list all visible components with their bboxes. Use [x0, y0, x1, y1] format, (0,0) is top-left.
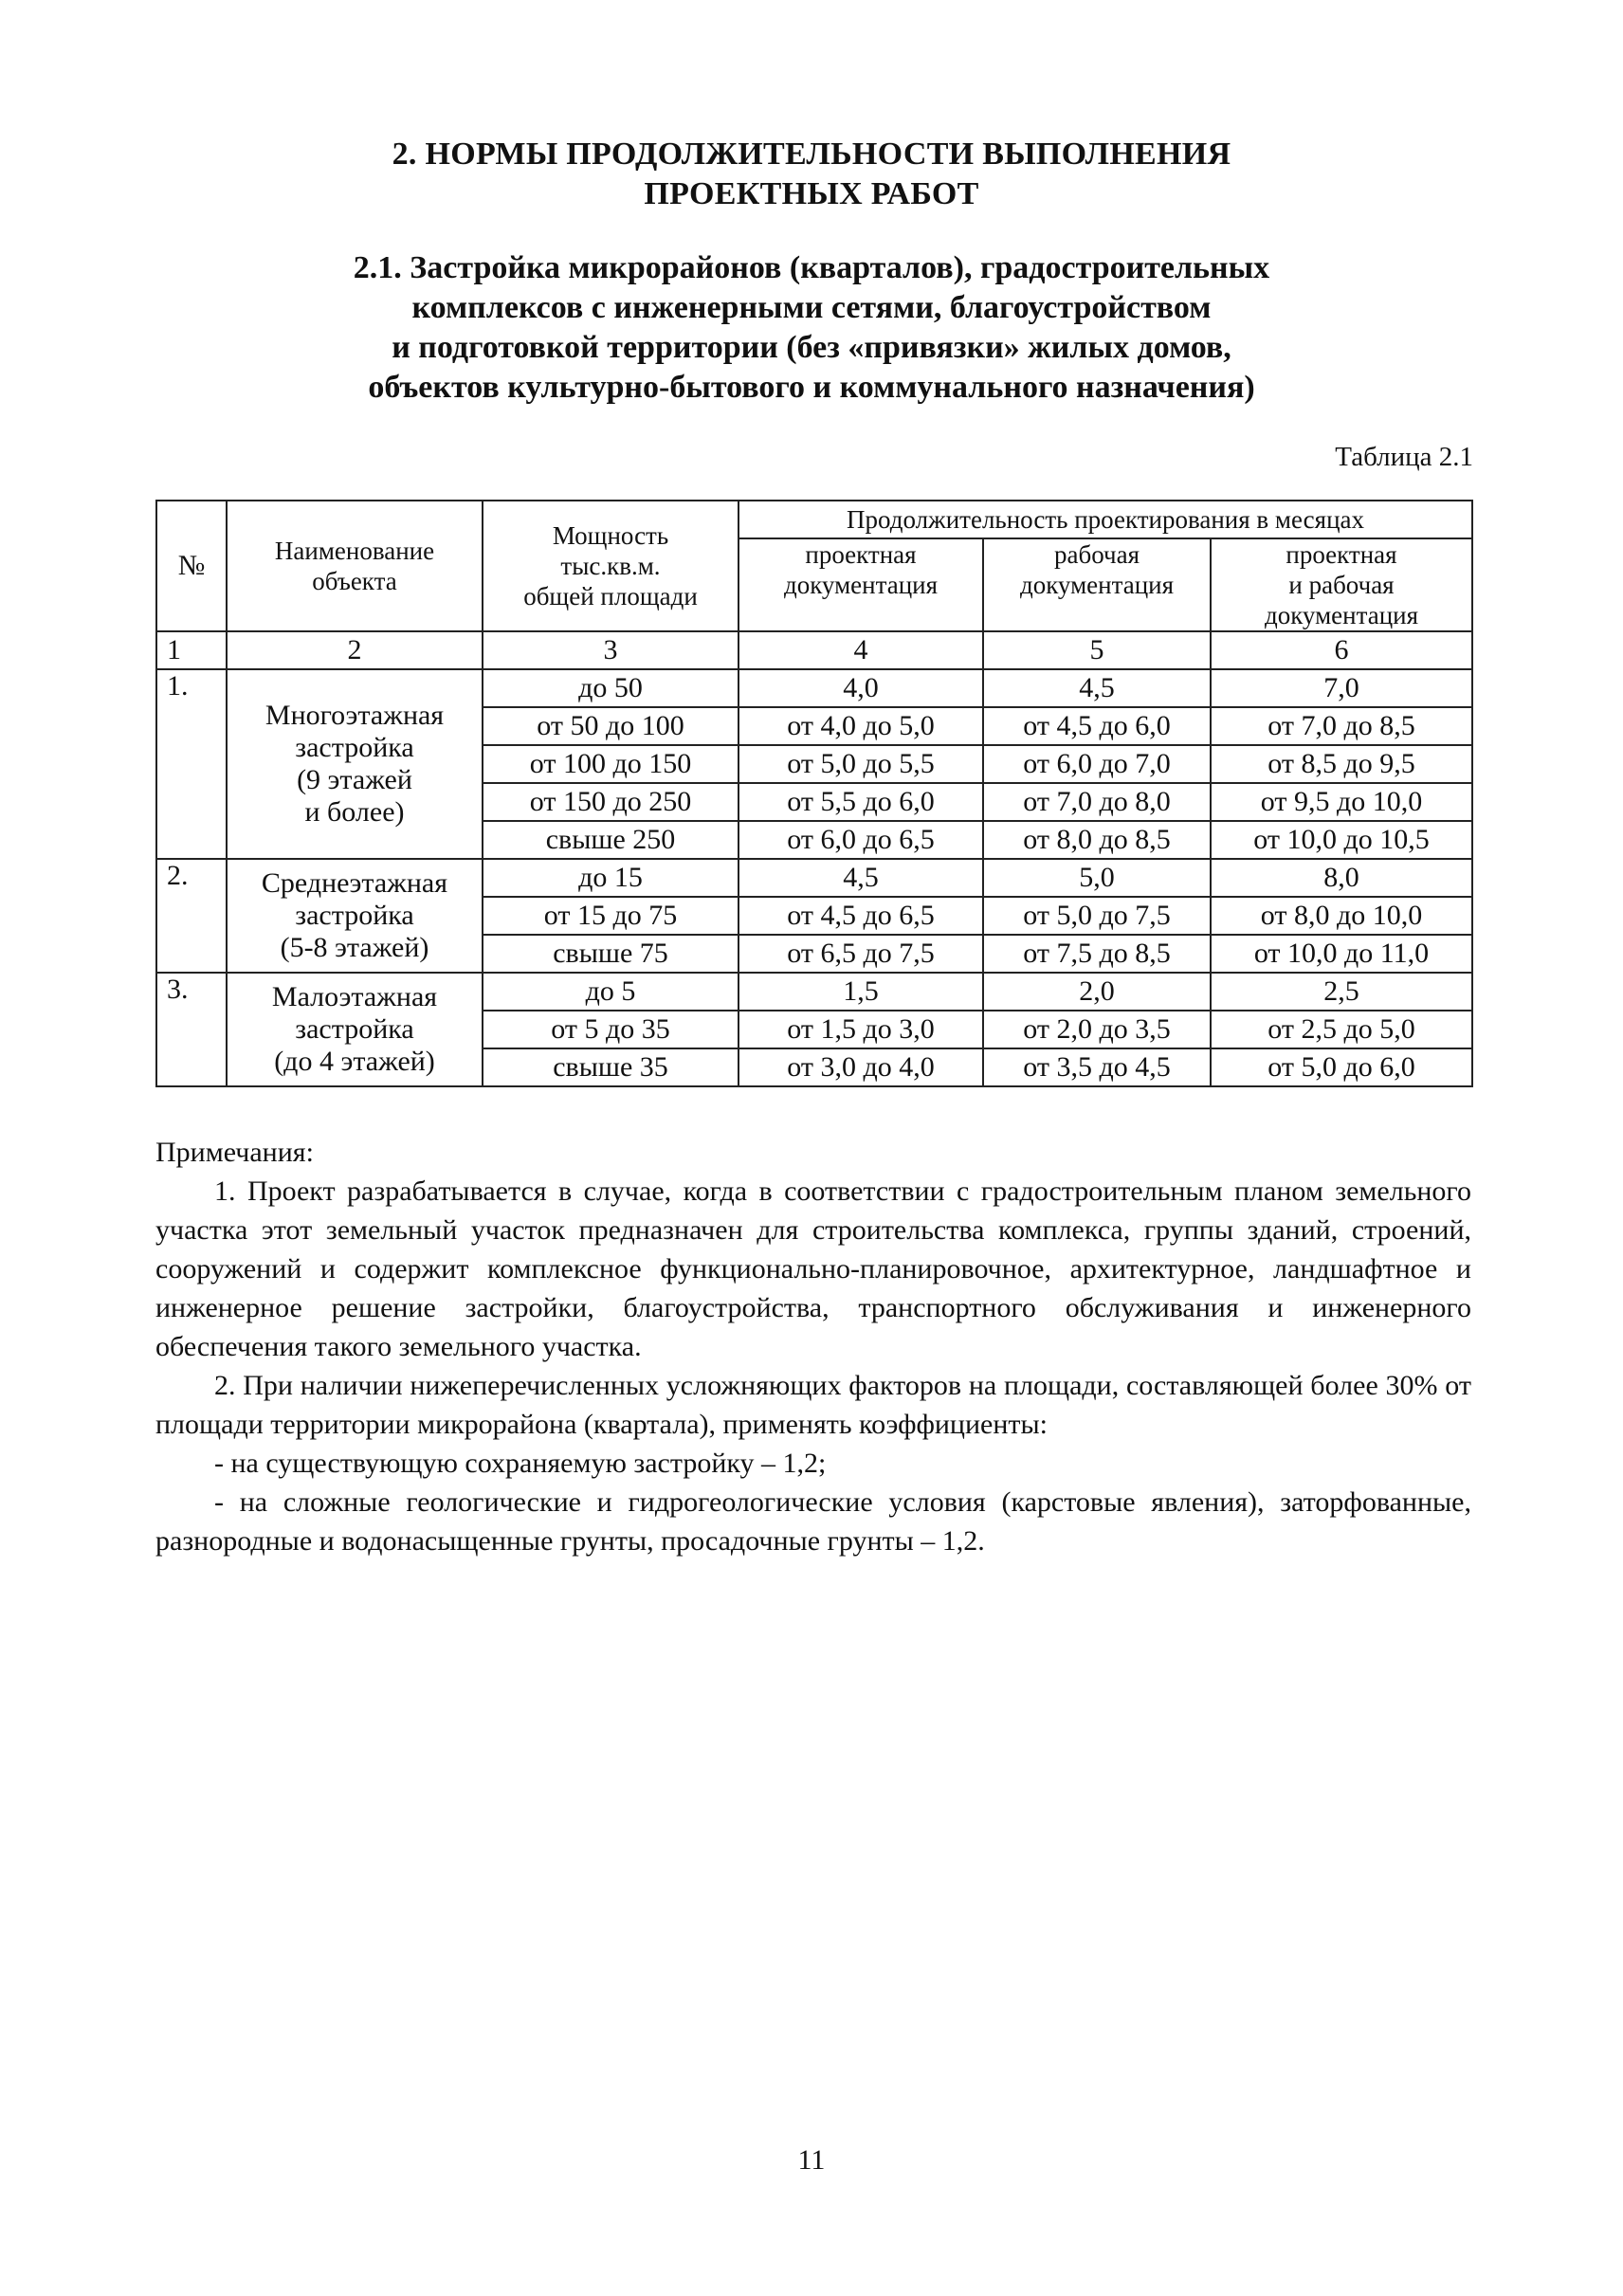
group-name-line: Среднеэтажная — [261, 867, 448, 899]
cell-design: от 5,0 до 5,5 — [739, 745, 983, 783]
cell-both: от 7,0 до 8,5 — [1211, 707, 1472, 745]
note-2: 2. При наличии нижеперечисленных усложняющих факторов на площади, составляющей более 30% от площади территории микрорайона (квартала), применять коэффициенты: — [155, 1370, 1471, 1440]
group-name — [227, 669, 483, 859]
group-name-line: Многоэтажная — [264, 700, 445, 731]
note-1: 1. Проект разрабатывается в случае, когда в соответствии с градостроительным планом земельного участка этот земельный участок предназначен для строительства комплекса, группы зданий, строений, сооружений и содержит комплексное функционально-планировочное, архитектурное, ландшафтное и инженерное решение застройки, благоустройства, транспортного обслуживания и инженерного обеспечения такого земельного участка. — [155, 1175, 1471, 1362]
header-num: № — [156, 501, 227, 631]
header-name — [227, 501, 483, 631]
main-heading-line2: ПРОЕКТНЫХ РАБОТ — [644, 176, 979, 211]
cell-design: от 1,5 до 3,0 — [739, 1011, 983, 1048]
notes-title: Примечания: — [155, 1137, 314, 1168]
header-capacity — [483, 501, 739, 631]
header-design-doc — [739, 538, 983, 631]
colnum-3: 3 — [483, 631, 739, 669]
cell-capacity: свыше 35 — [483, 1048, 739, 1086]
cell-working: от 2,0 до 3,5 — [983, 1011, 1211, 1048]
group-name-line: застройка — [295, 1013, 414, 1045]
group-name-line: застройка — [295, 732, 414, 763]
cell-capacity: свыше 250 — [483, 821, 739, 859]
column-number-row — [156, 631, 1472, 669]
cell-working: 2,0 — [983, 973, 1211, 1011]
header-design-doc-line2: документация — [783, 571, 939, 599]
header-duration: Продолжительность проектирования в месяцах — [739, 501, 1472, 538]
cell-design: от 4,0 до 5,0 — [739, 707, 983, 745]
table-row — [156, 973, 1472, 1011]
section-heading-line1: 2.1. Застройка микрорайонов (кварталов), градостроительных — [353, 250, 1270, 285]
cell-design: 1,5 — [739, 973, 983, 1011]
cell-both: от 10,0 до 11,0 — [1211, 935, 1472, 973]
cell-working: от 5,0 до 7,5 — [983, 897, 1211, 935]
header-working-doc-line2: документация — [1019, 571, 1175, 599]
section-heading-line3: и подготовкой территории (без «привязки» жилых домов, — [392, 330, 1231, 365]
cell-capacity: до 15 — [483, 859, 739, 897]
cell-design: 4,0 — [739, 669, 983, 707]
cell-both: 7,0 — [1211, 669, 1472, 707]
header-both-doc-line2: и рабочая — [1288, 571, 1395, 599]
cell-working: от 7,0 до 8,0 — [983, 783, 1211, 821]
colnum-5: 5 — [983, 631, 1211, 669]
cell-design: от 4,5 до 6,5 — [739, 897, 983, 935]
main-heading-line1: 2. НОРМЫ ПРОДОЛЖИТЕЛЬНОСТИ ВЫПОЛНЕНИЯ — [392, 137, 1231, 172]
header-capacity-line1: Мощность — [552, 521, 669, 550]
page-number: 11 — [797, 2144, 826, 2176]
group-num: 2. — [156, 859, 227, 973]
cell-both: от 2,5 до 5,0 — [1211, 1011, 1472, 1048]
cell-capacity: свыше 75 — [483, 935, 739, 973]
table-label: Таблица 2.1 — [1335, 442, 1473, 472]
cell-working: от 7,5 до 8,5 — [983, 935, 1211, 973]
header-name-line1: Наименование — [274, 537, 435, 565]
cell-design: 4,5 — [739, 859, 983, 897]
cell-both: от 10,0 до 10,5 — [1211, 821, 1472, 859]
cell-working: 4,5 — [983, 669, 1211, 707]
colnum-1: 1 — [156, 631, 227, 669]
section-heading-line2: комплексов с инженерными сетями, благоустройством — [411, 290, 1212, 325]
section-heading — [0, 248, 1623, 408]
cell-both: от 8,0 до 10,0 — [1211, 897, 1472, 935]
main-heading — [0, 135, 1623, 214]
cell-working: от 8,0 до 8,5 — [983, 821, 1211, 859]
cell-capacity: до 5 — [483, 973, 739, 1011]
group-name-line: и более) — [304, 796, 405, 828]
cell-design: от 3,0 до 4,0 — [739, 1048, 983, 1086]
cell-design: от 6,5 до 7,5 — [739, 935, 983, 973]
colnum-2: 2 — [227, 631, 483, 669]
header-design-doc-line1: проектная — [805, 540, 917, 569]
section-heading-line4: объектов культурно-бытового и коммунального назначения) — [368, 370, 1255, 405]
header-both-doc-line1: проектная — [1286, 540, 1397, 569]
group-num: 1. — [156, 669, 227, 859]
group-name-line: застройка — [295, 900, 414, 931]
header-capacity-line2: тыс.кв.м. — [560, 552, 661, 580]
cell-design: от 6,0 до 6,5 — [739, 821, 983, 859]
cell-working: от 4,5 до 6,0 — [983, 707, 1211, 745]
header-name-line2: объекта — [312, 567, 397, 595]
note-bullet-2: - на сложные геологические и гидрогеологические условия (карстовые явления), заторфованные, разнородные и водонасыщенные грунты, просадочные грунты – 1,2. — [155, 1486, 1471, 1557]
cell-both: 8,0 — [1211, 859, 1472, 897]
group-name-line: (5-8 этажей) — [280, 932, 429, 963]
cell-capacity: от 50 до 100 — [483, 707, 739, 745]
notes-section — [155, 1133, 1471, 1560]
group-num: 3. — [156, 973, 227, 1086]
note-bullet-1: - на существующую сохраняемую застройку – 1,2; — [214, 1448, 827, 1479]
cell-working: 5,0 — [983, 859, 1211, 897]
cell-capacity: до 50 — [483, 669, 739, 707]
table-row — [156, 859, 1472, 897]
cell-capacity: от 15 до 75 — [483, 897, 739, 935]
cell-design: от 5,5 до 6,0 — [739, 783, 983, 821]
group-name — [227, 973, 483, 1086]
cell-working: от 6,0 до 7,0 — [983, 745, 1211, 783]
cell-both: от 9,5 до 10,0 — [1211, 783, 1472, 821]
colnum-6: 6 — [1211, 631, 1472, 669]
norms-table — [155, 500, 1473, 1087]
cell-both: от 8,5 до 9,5 — [1211, 745, 1472, 783]
cell-working: от 3,5 до 4,5 — [983, 1048, 1211, 1086]
colnum-4: 4 — [739, 631, 983, 669]
header-working-doc — [983, 538, 1211, 631]
group-name-line: Малоэтажная — [271, 981, 438, 1012]
group-name — [227, 859, 483, 973]
header-both-doc — [1211, 538, 1472, 631]
header-working-doc-line1: рабочая — [1053, 540, 1140, 569]
table-row — [156, 669, 1472, 707]
cell-capacity: от 150 до 250 — [483, 783, 739, 821]
cell-both: от 5,0 до 6,0 — [1211, 1048, 1472, 1086]
group-name-line: (9 этажей — [297, 764, 412, 795]
cell-both: 2,5 — [1211, 973, 1472, 1011]
cell-capacity: от 100 до 150 — [483, 745, 739, 783]
header-capacity-line3: общей площади — [523, 582, 698, 610]
cell-capacity: от 5 до 35 — [483, 1011, 739, 1048]
header-both-doc-line3: документация — [1264, 601, 1419, 629]
group-name-line: (до 4 этажей) — [274, 1046, 435, 1077]
